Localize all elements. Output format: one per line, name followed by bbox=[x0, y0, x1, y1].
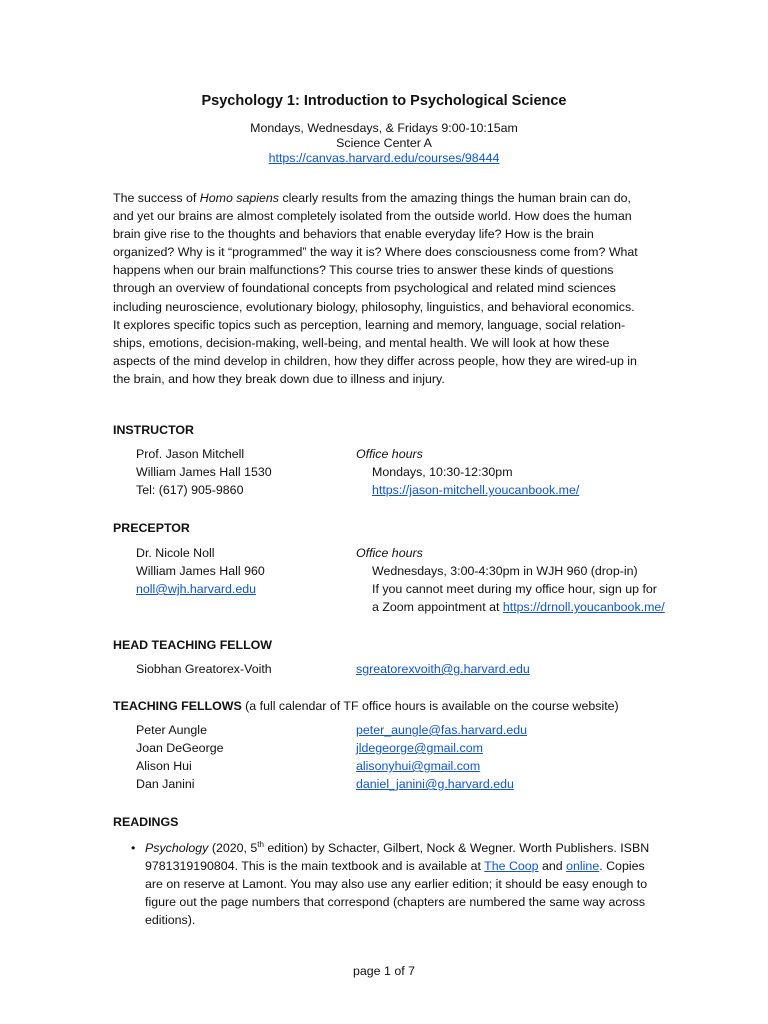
reading-text: . Copies are on reserve at Lamont. You may also use any earlier edition; it should be easy enough to figure out the page numbers that correspond (chapters are numbered the same way across editions). bbox=[145, 859, 648, 928]
tf-heading: TEACHING FELLOWS bbox=[113, 699, 242, 713]
preceptor-oh-line2: If you cannot meet during my office hour, sign up for bbox=[372, 582, 657, 596]
reading-item bbox=[145, 839, 665, 929]
tf-email-link[interactable]: jldegeorge@gmail.com bbox=[356, 741, 483, 755]
course-title: Psychology 1: Introduction to Psychological Science bbox=[201, 93, 567, 109]
tf-email-line bbox=[356, 739, 483, 757]
course-schedule: Mondays, Wednesdays, & Fridays 9:00-10:15am bbox=[250, 121, 518, 135]
instructor-oh-label: Office hours bbox=[356, 447, 423, 461]
tf-name: Peter Aungle bbox=[136, 723, 207, 737]
readings-heading: READINGS bbox=[113, 815, 179, 829]
tf-email-link[interactable]: alisonyhui@gmail.com bbox=[356, 759, 481, 773]
preceptor-heading: PRECEPTOR bbox=[113, 521, 190, 535]
tf-name: Dan Janini bbox=[136, 777, 195, 791]
preceptor-name: Dr. Nicole Noll bbox=[136, 546, 215, 560]
online-link[interactable]: online bbox=[566, 859, 600, 874]
page-number: page 1 of 7 bbox=[352, 964, 415, 978]
preceptor-oh-line3 bbox=[372, 598, 665, 616]
tf-name: Joan DeGeorge bbox=[136, 741, 224, 755]
bullet-icon: • bbox=[131, 841, 136, 855]
instructor-booking-link[interactable]: https://jason-mitchell.youcanbook.me/ bbox=[372, 483, 580, 497]
course-url-link[interactable]: https://canvas.harvard.edu/courses/98444 bbox=[268, 151, 500, 165]
head-tf-email-link[interactable]: sgreatorexvoith@g.harvard.edu bbox=[356, 662, 530, 676]
coop-link[interactable]: The Coop bbox=[484, 859, 539, 874]
tf-email-link[interactable]: peter_aungle@fas.harvard.edu bbox=[356, 723, 528, 737]
preceptor-booking-link[interactable]: https://drnoll.youcanbook.me/ bbox=[502, 600, 665, 614]
book-title: Psychology bbox=[145, 841, 209, 855]
preceptor-oh-line1: Wednesdays, 3:00-4:30pm in WJH 960 (drop-in) bbox=[372, 564, 638, 578]
tf-email-line bbox=[356, 775, 514, 793]
intro-emphasis: Homo sapiens bbox=[199, 191, 279, 205]
course-location: Science Center A bbox=[336, 136, 432, 150]
course-url-line bbox=[0, 149, 768, 167]
tf-heading-line bbox=[113, 697, 619, 715]
tf-note: (a full calendar of TF office hours is available on the course website) bbox=[241, 699, 619, 713]
tf-email-line bbox=[356, 757, 480, 775]
preceptor-office: William James Hall 960 bbox=[136, 564, 265, 578]
preceptor-email-line bbox=[136, 580, 256, 598]
instructor-oh-url-line bbox=[372, 481, 579, 499]
course-description bbox=[113, 189, 658, 388]
preceptor-email-link[interactable]: noll@wjh.harvard.edu bbox=[136, 582, 257, 596]
instructor-office: William James Hall 1530 bbox=[136, 465, 272, 479]
edition-superscript: th bbox=[257, 839, 264, 849]
instructor-heading: INSTRUCTOR bbox=[113, 423, 194, 437]
reading-text: and bbox=[538, 859, 567, 874]
tf-email-line bbox=[356, 721, 527, 739]
intro-text-2: clearly results from the amazing things the human brain can do, and yet our brains are almost completely isolated from the outside world. How does the human brain give rise to the thoughts and behaviors that enable everyday life? How is the brain organized? Why is it “programmed” the way it is? Where does consciousness come from? What happens when our brain malfunctions? This course tries to answer these kinds of questions through an overview of foundational concepts from psychological and related mind sciences including neuroscience, evolutionary biology, philosophy, linguistics, and behavioral economics. It explores specific topics such as perception, learning and memory, language, social relation- ships, emotions, decision-making, well-being, and mental health. We will look at how these aspects of the mind develop in children, how they differ across people, how they are wired-up in the brain, and how they break down due to illness and injury. bbox=[113, 191, 638, 386]
intro-text-1: The success of bbox=[113, 191, 200, 205]
instructor-oh-time: Mondays, 10:30-12:30pm bbox=[372, 465, 513, 479]
head-tf-name: Siobhan Greatorex-Voith bbox=[136, 662, 272, 676]
head-tf-email-line bbox=[356, 660, 530, 678]
instructor-name: Prof. Jason Mitchell bbox=[136, 447, 245, 461]
reading-text: edition) by Schacter, Gilbert, Nock & Wegner. Worth Publishers. ISBN 9781319190804. This is the main textbook and is available at bbox=[145, 841, 650, 874]
head-tf-heading: HEAD TEACHING FELLOW bbox=[113, 638, 273, 652]
preceptor-oh-label: Office hours bbox=[356, 546, 423, 560]
tf-email-link[interactable]: daniel_janini@g.harvard.edu bbox=[356, 777, 514, 791]
preceptor-oh-line3-text: a Zoom appointment at bbox=[372, 600, 503, 614]
instructor-tel: Tel: (617) 905-9860 bbox=[136, 483, 244, 497]
reading-text: (2020, 5 bbox=[208, 841, 258, 855]
tf-name: Alison Hui bbox=[136, 759, 192, 773]
